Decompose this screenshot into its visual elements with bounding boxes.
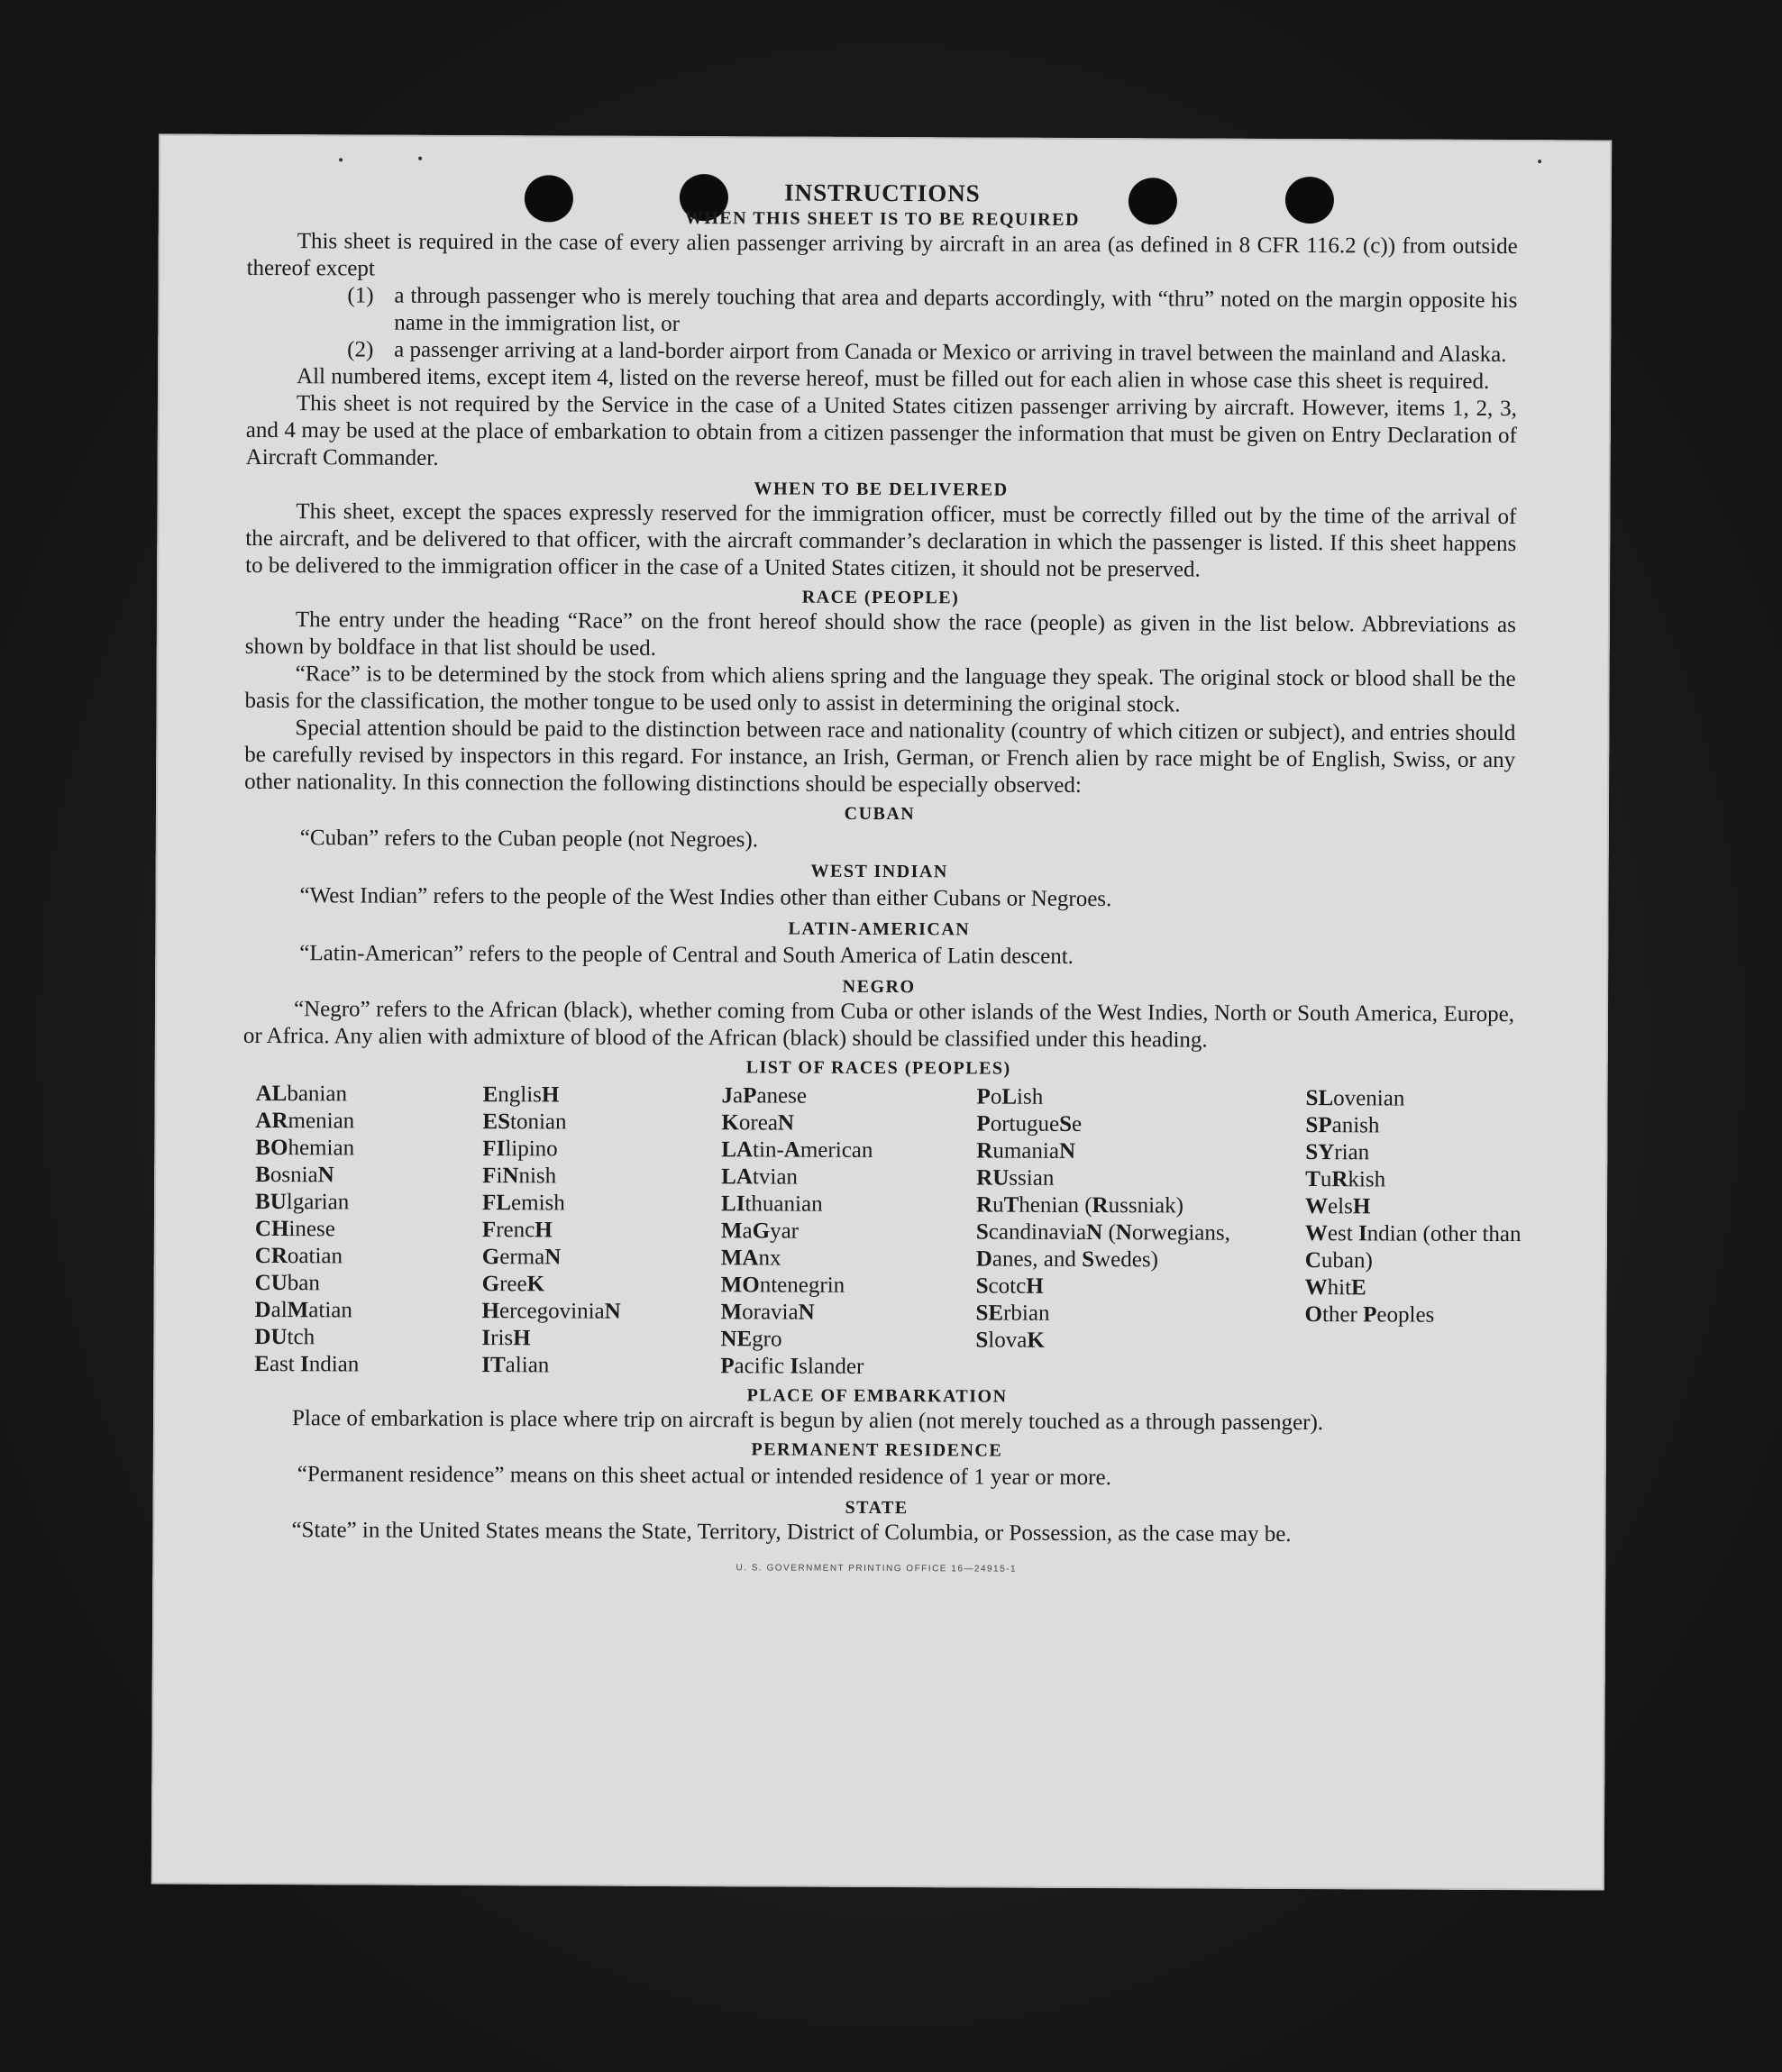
section-heading-cuban: CUBAN <box>844 803 916 825</box>
race-entry: FIlipino <box>482 1136 558 1162</box>
race-entry: Other Peoples <box>1304 1302 1435 1328</box>
race-entry: Pacific Islander <box>720 1354 864 1379</box>
race-entry: East Indian <box>254 1351 360 1377</box>
race-entry: SlovaK <box>975 1328 1045 1353</box>
section-heading-race: RACE (PEOPLE) <box>801 587 960 608</box>
race-entry: MOntenegrin <box>720 1273 845 1298</box>
race-entry: RumaniaN <box>976 1138 1076 1164</box>
race-entry: SYrian <box>1305 1140 1370 1165</box>
race-entry: GermaN <box>481 1245 562 1270</box>
race-entry: RuThenian (Russniak) <box>976 1192 1184 1219</box>
races-column-3 <box>720 1082 976 1381</box>
race-entry: CUban <box>254 1270 320 1296</box>
race-entry: ScandinaviaN (Norwegians, Danes, and Swedes) <box>975 1219 1230 1273</box>
race-entry: HercegoviniaN <box>481 1299 621 1324</box>
race-entry: PortugueSe <box>976 1111 1083 1136</box>
races-column-5 <box>1304 1085 1540 1383</box>
races-list <box>254 1081 1522 1383</box>
residence-text: “Permanent residence” means on this sheet actual or intended residence of 1 year or more. <box>297 1462 1111 1491</box>
west-indian-text: “West Indian” refers to the people of the West Indies other than either Cubans or Negroes. <box>299 883 1112 912</box>
section-heading-negro: NEGRO <box>842 976 916 998</box>
race-entry: IrisH <box>481 1326 531 1351</box>
negro-text: “Negro” refers to the African (black), whether coming from Cuba or other islands of the West Indies, North or South America, Europe, or Africa. Any alien with admixture of blood of the African (black) should be classified under this heading. <box>242 997 1515 1053</box>
race-entry: WhitE <box>1304 1275 1366 1301</box>
race-entry: BUlgarian <box>255 1189 350 1215</box>
dust-speck <box>339 158 343 161</box>
race-entry: LIthuanian <box>721 1191 823 1217</box>
exception-item-1 <box>246 282 1517 342</box>
race-entry: PoLish <box>976 1084 1044 1109</box>
state-text: “State” in the United States means the State, Territory, District of Columbia, or Possession, as the case may be. <box>291 1518 1292 1547</box>
race-para-3: Special attention should be paid to the distinction between race and nationality (country of which citizen or subject), and entries should be carefully revised by inspectors in this regard. For instance, an Irish, German, or French alien by race might be of English, Swiss, or any other nationality. In this connection the following distinctions should be especially observed: <box>244 716 1516 798</box>
section-heading-races-list: LIST OF RACES (PEOPLES) <box>745 1057 1011 1079</box>
instructions-content <box>241 176 1522 1585</box>
race-entry: TuRkish <box>1305 1167 1386 1192</box>
race-entry: EnglisH <box>482 1082 560 1108</box>
races-column-1 <box>254 1081 482 1379</box>
item-number: (2) <box>347 337 374 362</box>
race-entry: ITalian <box>481 1353 550 1378</box>
race-entry: MAnx <box>720 1246 781 1271</box>
race-entry: GreeK <box>481 1272 545 1297</box>
race-entry: BosniaN <box>255 1162 334 1188</box>
race-entry: SErbian <box>975 1301 1050 1326</box>
race-entry: MaGyar <box>720 1219 800 1244</box>
race-entry: MoraviaN <box>720 1300 815 1325</box>
section-heading-delivered: WHEN TO BE DELIVERED <box>754 479 1009 500</box>
section-heading-state: STATE <box>845 1497 909 1519</box>
race-entry: CRoatian <box>254 1243 343 1269</box>
required-para-3: This sheet is not required by the Service in the case of a United States citizen passenger arriving by aircraft. However, items 1, 2, 3, and 4 may be used at the place of embarkation to obtain from a citizen passenger the information that must be given on Entry Declaration of Aircraft Commander. <box>245 391 1517 470</box>
item-text: a passenger arriving at a land-border airport from Canada or Mexico or arriving in travel between the mainland and Alaska. <box>394 337 1507 368</box>
race-entry: FrencH <box>481 1218 553 1243</box>
race-entry: DalMatian <box>254 1297 352 1323</box>
race-entry: FiNnish <box>482 1164 557 1189</box>
race-entry: ARmenian <box>255 1108 355 1134</box>
race-entry: LAtvian <box>721 1164 799 1190</box>
race-entry: BOhemian <box>255 1135 355 1161</box>
races-column-4 <box>975 1083 1305 1383</box>
race-entry: ALbanian <box>255 1081 348 1107</box>
embarkation-text: Place of embarkation is place where trip on aircraft is begun by alien (not merely touched as a through passenger). <box>291 1406 1324 1436</box>
race-entry: FLemish <box>482 1191 565 1216</box>
race-entry: EStonian <box>482 1109 567 1135</box>
section-heading-latin-american: LATIN-AMERICAN <box>788 918 971 940</box>
item-number: (1) <box>347 283 374 308</box>
delivered-text: This sheet, except the spaces expressly reserved for the immigration officer, must be correctly filled out by the time of the arrival of the aircraft, and be delivered to that officer, with the aircraft commander’s declaration in which the passenger is listed. If this sheet happens to be delivered to the immigration officer in the case of a United States citizen, it should not be preserved. <box>245 499 1517 582</box>
section-heading-west-indian: WEST INDIAN <box>810 861 948 882</box>
race-para-1: The entry under the heading “Race” on the front hereof should show the race (people) as given in the list below. Abbreviations as shown by boldface in that list should be used. <box>244 607 1516 661</box>
race-entry: CHinese <box>254 1216 335 1242</box>
section-heading-embarkation: PLACE OF EMBARKATION <box>746 1385 1008 1407</box>
item-text: a through passenger who is merely touching that area and departs accordingly, with “thru” noted on the margin opposite his name in the immigration list, or <box>394 283 1518 337</box>
race-entry: LAtin-American <box>721 1137 873 1163</box>
race-entry: SPanish <box>1305 1113 1380 1138</box>
race-entry: RUssian <box>976 1165 1055 1191</box>
printer-imprint: U. S. GOVERNMENT PRINTING OFFICE 16—24915-1 <box>736 1563 1018 1575</box>
section-heading-residence: PERMANENT RESIDENCE <box>751 1439 1003 1461</box>
races-column-2 <box>481 1082 721 1380</box>
page-title: INSTRUCTIONS <box>784 178 981 207</box>
dust-speck <box>418 157 422 160</box>
race-entry: KoreaN <box>721 1110 795 1136</box>
race-entry: NEgro <box>720 1327 782 1352</box>
race-para-2: “Race” is to be determined by the stock from which aliens spring and the language they speak. The original stock or blood shall be the basis for the classification, the mother tongue to be used only to assist in determining the original stock. <box>244 662 1516 717</box>
latin-american-text: “Latin-American” refers to the people of Central and South America of Latin descent. <box>299 941 1074 969</box>
dust-speck <box>1538 160 1541 163</box>
race-entry: WelsH <box>1305 1194 1371 1219</box>
race-entry: DUtch <box>254 1324 315 1350</box>
cuban-text: “Cuban” refers to the Cuban people (not Negroes). <box>299 826 759 853</box>
required-intro: This sheet is required in the case of every alien passenger arriving by aircraft in an area (as defined in 8 CFR 116.2 (c)) from outside thereof except <box>246 229 1518 281</box>
race-entry: JaPanese <box>721 1083 808 1109</box>
required-para-2: All numbered items, except item 4, listed on the reverse hereof, must be filled out for each alien in whose case this sheet is required. <box>297 364 1490 394</box>
section-heading-required: WHEN THIS SHEET IS TO BE REQUIRED <box>684 208 1080 230</box>
race-entry: West Indian (other than Cuban) <box>1304 1221 1522 1273</box>
document-sheet <box>151 133 1612 1890</box>
race-entry: SLovenian <box>1305 1086 1405 1111</box>
race-entry: ScotcH <box>975 1273 1044 1299</box>
